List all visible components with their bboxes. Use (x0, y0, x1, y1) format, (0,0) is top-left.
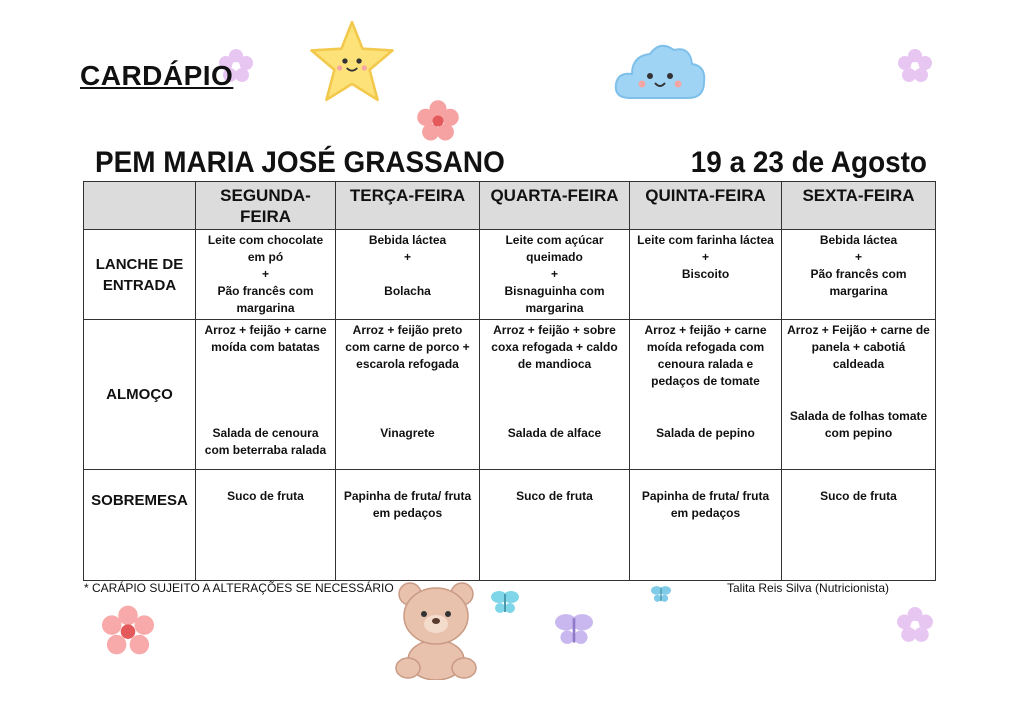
date-range: 19 a 23 de Agosto (690, 146, 927, 179)
butterfly-icon (490, 588, 520, 616)
menu-cell-lanche-friday (782, 230, 936, 320)
school-name: PEM MARIA JOSÉ GRASSANO (95, 146, 505, 179)
menu-item: Leite com açúcar queimado (505, 233, 604, 264)
menu-cell-sobremesa-wednesday: Suco de fruta (480, 470, 630, 581)
table-header-row (84, 182, 936, 230)
salad: Salada de pepino (656, 426, 755, 440)
menu-cell-sobremesa-friday: Suco de fruta (782, 470, 936, 581)
plus-sign: + (701, 250, 709, 264)
flower-icon (897, 48, 933, 84)
footnote: * CARÁPIO SUJEITO A ALTERAÇÕES SE NECESSÁRIO (84, 581, 394, 595)
meal-label-sobremesa: SOBREMESA (84, 470, 196, 581)
plus-sign: + (261, 267, 269, 281)
menu-item: Bebida láctea (368, 233, 447, 247)
main-dish: Arroz + Feijão + carne de panela + cabotiá caldeada (787, 323, 930, 371)
menu-item: Biscoito (681, 267, 730, 281)
menu-cell-sobremesa-thursday: Papinha de fruta/ fruta em pedaços (630, 470, 782, 581)
cloud-sticker-icon (612, 38, 708, 108)
teddy-bear-icon (386, 580, 486, 680)
menu-cell-sobremesa-monday: Suco de fruta (196, 470, 336, 581)
menu-table (83, 181, 936, 581)
plus-sign: + (550, 267, 558, 281)
star-sticker-icon (308, 18, 396, 104)
menu-cell-almoco-wednesday (480, 320, 630, 470)
day-header-monday: SEGUNDA-FEIRA (196, 182, 336, 230)
main-dish: Arroz + feijão + sobre coxa refogada + caldo de mandioca (491, 323, 618, 371)
day-header-thursday: QUINTA-FEIRA (630, 182, 782, 230)
menu-cell-lanche-tuesday (336, 230, 480, 320)
spacer (340, 266, 475, 283)
salad: Salada de alface (507, 426, 602, 440)
day-header-friday: SEXTA-FEIRA (782, 182, 936, 230)
main-dish: Arroz + feijão + carne moída refogada com cenoura ralada e pedaços de tomate (644, 323, 767, 388)
butterfly-icon (552, 610, 596, 648)
menu-item: Bisnaguinha com margarina (504, 284, 605, 315)
menu-cell-almoco-friday (782, 320, 936, 470)
table-row-lanche (84, 230, 936, 320)
plus-sign: + (854, 250, 862, 264)
flower-icon (896, 606, 934, 644)
menu-item: Bolacha (384, 284, 431, 298)
menu-cell-almoco-tuesday (336, 320, 480, 470)
page-title: CARDÁPIO (80, 60, 234, 91)
menu-item: Bebida láctea (819, 233, 898, 247)
nutritionist-signature: Talita Reis Silva (Nutricionista) (727, 581, 890, 595)
salad: Salada de folhas tomate com pepino (789, 409, 928, 440)
plus-sign: + (403, 250, 411, 264)
menu-cell-lanche-monday (196, 230, 336, 320)
menu-cell-almoco-monday (196, 320, 336, 470)
main-dish: Arroz + feijão preto com carne de porco + escarola refogada (345, 323, 470, 371)
table-row-sobremesa (84, 470, 936, 581)
menu-item: Leite com chocolate em pó (207, 233, 324, 264)
day-header-tuesday: TERÇA-FEIRA (336, 182, 480, 230)
flower-icon (416, 99, 460, 143)
menu-item: Pão francês com margarina (217, 284, 314, 315)
menu-item: Leite com farinha láctea (637, 233, 774, 247)
menu-cell-sobremesa-tuesday: Papinha de fruta/ fruta em pedaços (336, 470, 480, 581)
table-corner-cell (84, 182, 196, 230)
salad: Salada de cenoura com beterraba ralada (204, 426, 327, 457)
menu-item: Pão francês com margarina (810, 267, 907, 298)
meal-label-almoco: ALMOÇO (84, 320, 196, 470)
menu-cell-almoco-thursday (630, 320, 782, 470)
day-header-wednesday: QUARTA-FEIRA (480, 182, 630, 230)
menu-cell-lanche-thursday (630, 230, 782, 320)
table-row-almoco (84, 320, 936, 470)
butterfly-icon (650, 584, 672, 604)
meal-label-lanche: LANCHE DE ENTRADA (84, 230, 196, 320)
menu-cell-lanche-wednesday (480, 230, 630, 320)
salad: Vinagrete (380, 426, 435, 440)
main-dish: Arroz + feijão + carne moída com batatas (204, 323, 327, 354)
flower-icon (98, 604, 158, 656)
